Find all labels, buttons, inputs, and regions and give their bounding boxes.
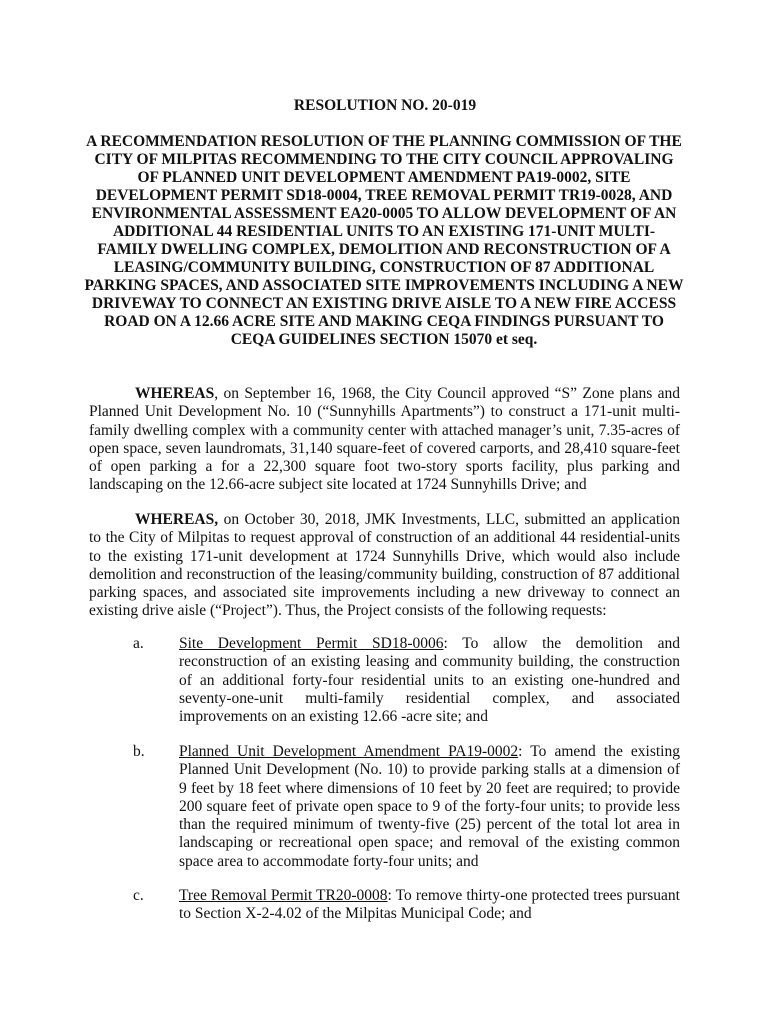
list-marker: b. (133, 743, 145, 760)
permit-description: : To allow the demolition and reconstruction of an existing leasing and community building, the construction of an additional forty-four residential units to an existing one-hundred and seventy-one-unit multi-family residential complex, and associated improvements on an existing 12.66 -acre site; and (179, 635, 680, 726)
whereas-paragraph-2 (89, 511, 680, 621)
permit-description: : To amend the existing Planned Unit Development (No. 10) to provide parking stalls at a dimension of 9 feet by 18 feet where dimensions of 10 feet by 20 feet are required; to provide 200 square feet of private open space to 9 of the forty-four units; to provide less than the required minimum of twenty-five (25) percent of the total lot area in landscaping or recreational open space; and removal of the existing common space area to accommodate forty-four units; and (179, 743, 680, 870)
permit-heading: Tree Removal Permit TR20-0008 (179, 887, 388, 904)
permit-heading: Site Development Permit SD18-0006 (179, 635, 444, 652)
list-marker: a. (133, 635, 144, 652)
paragraph-body: on October 30, 2018, JMK Investments, LLC, submitted an application to the City of Milpitas to request approval of construction of an additional 44 residential-units to the existing 171-unit development at 1724 Sunnyhills Drive, which would also include demolition and reconstruction of the leasing/community building, construction of 87 additional parking spaces, and associated site improvements including a new driveway to connect an existing drive aisle (“Project”). Thus, the Project consists of the following requests: (89, 511, 680, 620)
permit-description: : To remove thirty-one protected trees pursuant to Section X-2-4.02 of the Milpitas Municipal Code; and (179, 887, 680, 923)
list-marker: c. (133, 887, 144, 904)
list-item-text (179, 635, 680, 726)
paragraph-body: , on September 16, 1968, the City Council approved “S” Zone plans and Planned Unit Development No. 10 (“Sunnyhills Apartments”) to construct a 171-unit multi-family dwelling complex with a community center with attached manager’s unit, 7.35-acres of open space, seven laundromats, 31,140 square-feet of covered carports, and 28,410 square-feet of open parking a for a 22,300 square foot two-story sports facility, plus parking and landscaping on the 12.66-acre subject site located at 1724 Sunnyhills Drive; and (89, 385, 680, 494)
list-item-text (179, 743, 680, 871)
list-item-text (179, 887, 680, 924)
permit-heading: Planned Unit Development Amendment PA19-0002 (179, 743, 519, 760)
whereas-lead: WHEREAS (135, 385, 215, 402)
resolution-title: A RECOMMENDATION RESOLUTION OF THE PLANNING COMMISSION OF THE CITY OF MILPITAS RECOMMENDING TO THE CITY COUNCIL APPROVALING OF PLANNED UNIT DEVELOPMENT AMENDMENT PA19-0002, SITE DEVELOPMENT PERMIT SD18-0004, TREE REMOVAL PERMIT TR19-0028, AND ENVIRONMENTAL ASSESSMENT EA20-0005 TO ALLOW DEVELOPMENT OF AN ADDITIONAL 44 RESIDENTIAL UNITS TO AN EXISTING 171-UNIT MULTI-FAMILY DWELLING COMPLEX, DEMOLITION AND RECONSTRUCTION OF A LEASING/COMMUNITY BUILDING, CONSTRUCTION OF 87 ADDITIONAL PARKING SPACES, AND ASSOCIATED SITE IMPROVEMENTS INCLUDING A NEW DRIVEWAY TO CONNECT AN EXISTING DRIVE AISLE TO A NEW FIRE ACCESS ROAD ON A 12.66 ACRE SITE AND MAKING CEQA FINDINGS PURSUANT TO CEQA GUIDELINES SECTION 15070 et seq. (84, 133, 684, 348)
whereas-paragraph-1 (89, 385, 680, 495)
whereas-lead: WHEREAS, (135, 511, 219, 528)
resolution-number: RESOLUTION NO. 20-019 (293, 97, 477, 114)
